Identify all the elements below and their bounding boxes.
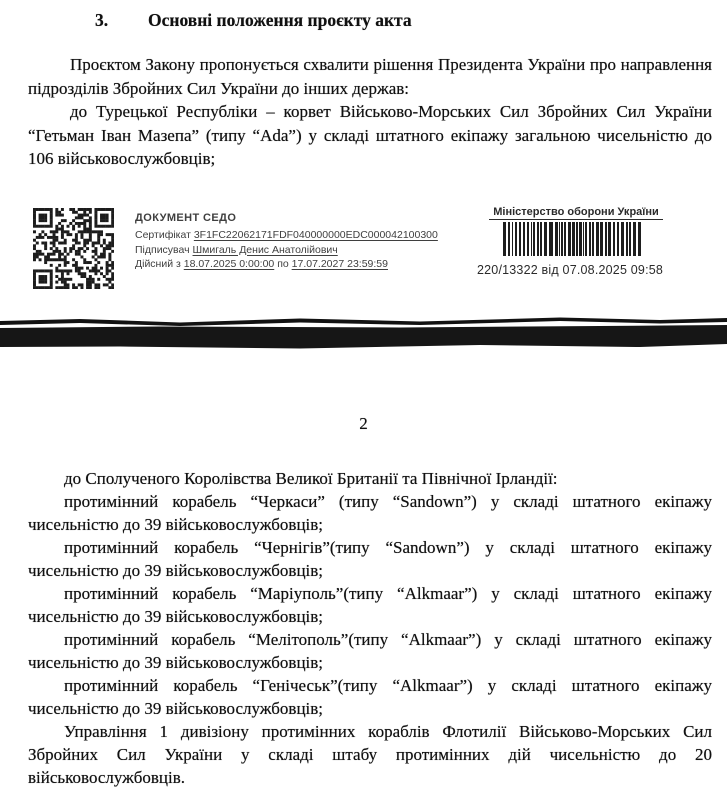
paragraph: протимінний корабель “Маріуполь”(типу “Alkmaar”) у складі штатного екіпажу чисельністю до 39 військовослужбовців; — [28, 584, 712, 626]
paragraph: протимінний корабель “Чернігів”(типу “Sandown”) у складі штатного екіпажу чисельністю до 39 військовослужбовців; — [28, 538, 712, 580]
page-1 — [0, 0, 727, 277]
paragraph: Проєктом Закону пропонується схвалити рішення Президента України про направлення підрозділів Збройних Сил України до інших держав: — [28, 55, 712, 98]
edms-signature-stamp — [33, 208, 438, 289]
page-number: 2 — [359, 414, 368, 433]
organization-name: Міністерство оборони України — [489, 206, 663, 220]
signer-line — [135, 243, 438, 258]
registration-stamp — [477, 206, 669, 277]
valid-from-value: 18.07.2025 0:00:00 — [183, 258, 275, 270]
stamp-title: ДОКУМЕНТ СЕДО — [135, 212, 237, 224]
page-separator — [0, 314, 727, 354]
paragraph: до Сполученого Королівства Великої Британії та Північної Ірландії: — [64, 469, 558, 488]
qr-code-icon — [33, 208, 114, 289]
certificate-value: 3F1FC22062171FDF040000000EDC000042100300 — [193, 229, 438, 241]
signer-label: Підписувач — [135, 243, 190, 256]
paragraph: до Турецької Республіки – корвет Військово-Морських Сил Збройних Сил України “Гетьман Іван Мазепа” (типу “Ada”) у складі штатного екіпажу загальною чисельністю до 106 військовослужбовців; — [28, 102, 712, 168]
barcode-icon — [503, 222, 643, 256]
valid-to-value: 17.07.2027 23:59:59 — [291, 258, 388, 270]
certificate-line — [135, 228, 438, 243]
paragraph: Управління 1 дивізіону протимінних кораблів Флотилії Військово-Морських Сил Збройних Сил України у складі штабу протимінних дій чисельністю до 20 військовослужбовців. — [28, 722, 712, 787]
paragraph: протимінний корабель “Мелітополь”(типу “Alkmaar”) у складі штатного екіпажу чисельністю до 39 військовослужбовців; — [28, 630, 712, 672]
certificate-label: Сертифікат — [135, 229, 191, 241]
page-2-body — [0, 467, 727, 789]
registration-number: 220/13322 від 07.08.2025 09:58 — [477, 263, 664, 277]
section-title: Основні положення проєкту акта — [148, 10, 412, 30]
validity-conjunction: по — [277, 258, 289, 270]
signer-value: Шмигаль Денис Анатолійович — [192, 243, 338, 256]
validity-label: Дійсний з — [135, 258, 181, 270]
section-number: 3. — [95, 10, 109, 30]
paragraph: протимінний корабель “Генічеськ”(типу “Alkmaar”) у складі штатного екіпажу чисельністю до 39 військовослужбовців; — [28, 676, 712, 718]
section-heading — [95, 8, 712, 32]
validity-line — [135, 257, 438, 272]
paragraph: протимінний корабель “Черкаси” (типу “Sandown”) у складі штатного екіпажу чисельністю до 39 військовослужбовців; — [28, 492, 712, 534]
signature-details — [135, 208, 438, 272]
